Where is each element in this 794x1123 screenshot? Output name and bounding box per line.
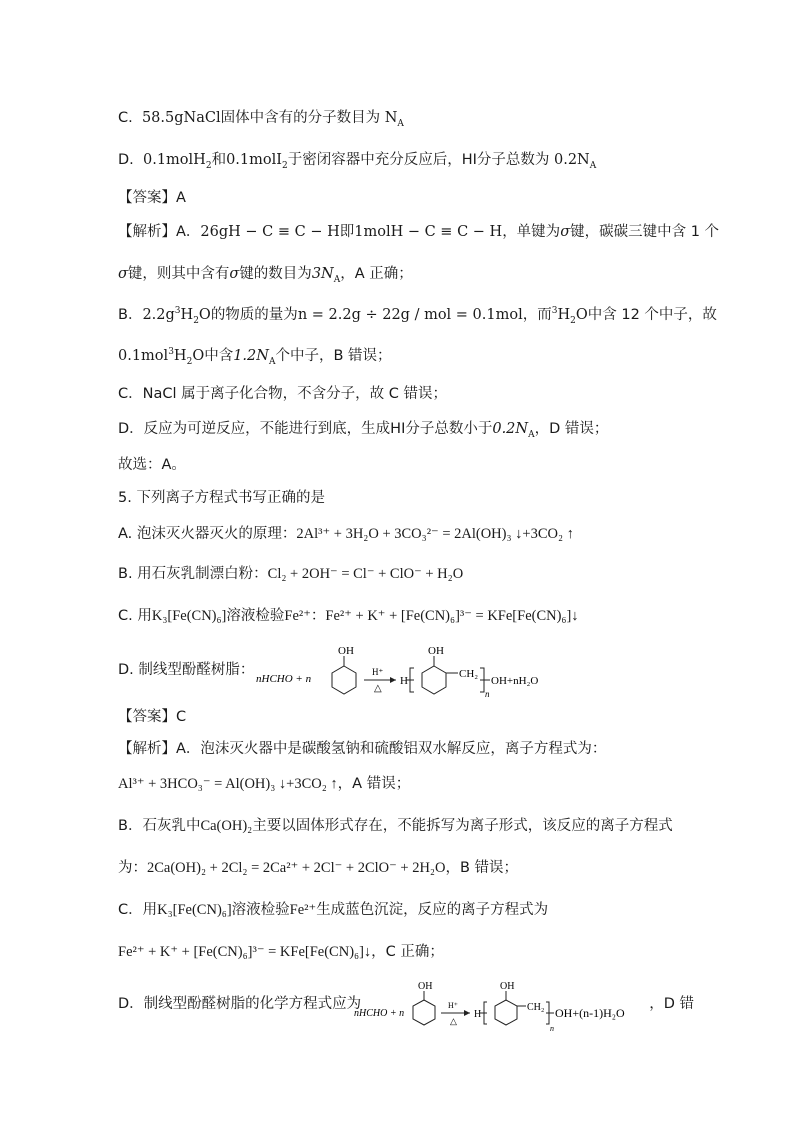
q5-expl-c1: C．用K₃[Fe(CN)₆]溶液检验Fe²⁺生成蓝色沉淀，反应的离子方程式为 xyxy=(118,902,549,918)
svg-text:n: n xyxy=(550,1024,554,1033)
svg-text:OH+(n-1)H₂O: OH+(n-1)H₂O xyxy=(555,1006,625,1020)
q5-option-a: A. 泡沫灭火器灭火的原理：2Al³⁺ + 3H₂O + 3CO₃²⁻ = 2Al(OH)₃ ↓+3CO₂ ↑ xyxy=(118,526,574,542)
svg-text:H: H xyxy=(474,1009,482,1020)
q5-expl-b2: 为：2Ca(OH)₂ + 2Cl₂ = 2Ca²⁺ + 2Cl⁻ + 2ClO⁻ + 2H₂O，B 错误； xyxy=(118,860,519,876)
svg-text:nHCHO + n: nHCHO + n xyxy=(354,1008,405,1019)
q4-expl-d: D．反应为可逆反应，不能进行到底，生成HI分子总数小于$0.2N_A$，D 错误； xyxy=(118,421,609,440)
q5-expl-d: D．制线型酚醛树脂的化学方程式应为 nHCHO + n OH H⁺ △ H OH CH₂ n OH+(n-1)H₂O ，D 错 xyxy=(118,978,694,1034)
q5-stem: 5. 下列离子方程式书写正确的是 xyxy=(118,490,325,506)
phenol-resin-equation-expl xyxy=(354,978,694,1034)
phenol-ring xyxy=(332,645,356,694)
q4-answer: 【答案】A xyxy=(118,190,186,206)
q4-choose: 故选：A。 xyxy=(118,457,186,473)
q5-option-d: D. 制线型酚醛树脂： nHCHO + n OH H⁺ △ H OH CH₂ n OH+nH₂O xyxy=(118,642,694,692)
q4-expl-b2: $0.1mol^3H_2O$中含$1.2N_A$个中子，B 错误； xyxy=(118,347,392,367)
phenol-ring-expl xyxy=(413,981,435,1025)
q5-expl-a-eq: Al³⁺ + 3HCO₃⁻ = Al(OH)₃ ↓+3CO₂ ↑，A 错误； xyxy=(118,776,411,792)
q5-answer: 【答案】C xyxy=(118,709,187,725)
phenol-resin-equation xyxy=(256,642,556,698)
svg-text:CH₂: CH₂ xyxy=(527,1002,545,1013)
q5-expl-c2: Fe²⁺ + K⁺ + [Fe(CN)₆]³⁻ = KFe[Fe(CN)₆]↓，C 正确； xyxy=(118,944,444,960)
svg-text:OH: OH xyxy=(418,981,433,992)
q4-option-c: C. 58.5gNaCl固体中含有的分子数目为 $N_A$ xyxy=(118,110,404,129)
svg-text:H⁺: H⁺ xyxy=(372,667,384,677)
q5-expl-a: 【解析】A．泡沫灭火器中是碳酸氢钠和硫酸铝双水解反应，离子方程式为： xyxy=(118,741,607,757)
resin-ring xyxy=(422,645,458,694)
q4-expl-a1: 【解析】A．26gH − C ≡ C − H即1molH − C ≡ C − H，单键为σ键，碳碳三键中含 1 个 xyxy=(118,224,720,240)
q4-option-d: D. 0.1molH$_2$和0.1molI$_2$于密闭容器中充分反应后，HI分子总数为 $0.2N_A$ xyxy=(118,152,597,171)
svg-text:OH+nH₂O: OH+nH₂O xyxy=(491,675,539,687)
q4-expl-a2: σ键，则其中含有σ键的数目为$3N_A$，A 正确； xyxy=(118,266,413,285)
svg-text:H: H xyxy=(400,675,408,687)
svg-text:OH: OH xyxy=(338,645,354,657)
svg-text:△: △ xyxy=(450,1016,457,1026)
lhs-text: nHCHO + n xyxy=(256,673,312,685)
svg-text:OH: OH xyxy=(500,981,515,992)
svg-text:△: △ xyxy=(374,683,382,694)
q4-expl-b1: B．$2.2g^3H_2O$的物质的量为n = 2.2g ÷ 22g / mol = 0.1mol，而$^3H_2O$中含 12 个中子，故 xyxy=(118,306,717,326)
resin-ring-expl xyxy=(495,981,526,1025)
svg-text:H⁺: H⁺ xyxy=(448,1001,458,1010)
q5-option-c: C. 用K₃[Fe(CN)₆]溶液检验Fe²⁺：Fe²⁺ + K⁺ + [Fe(CN)₆]³⁻ = KFe[Fe(CN)₆]↓ xyxy=(118,608,579,624)
q4-expl-c: C．NaCl 属于离子化合物，不含分子，故 C 错误； xyxy=(118,386,447,402)
svg-text:CH₂: CH₂ xyxy=(459,668,479,680)
svg-text:n: n xyxy=(485,689,490,698)
q5-expl-b1: B．石灰乳中Ca(OH)₂主要以固体形式存在，不能拆写为离子形式，该反应的离子方程式 xyxy=(118,818,673,834)
svg-text:OH: OH xyxy=(428,645,444,657)
q5-option-b: B. 用石灰乳制漂白粉：Cl₂ + 2OH⁻ = Cl⁻ + ClO⁻ + H₂O xyxy=(118,566,464,582)
